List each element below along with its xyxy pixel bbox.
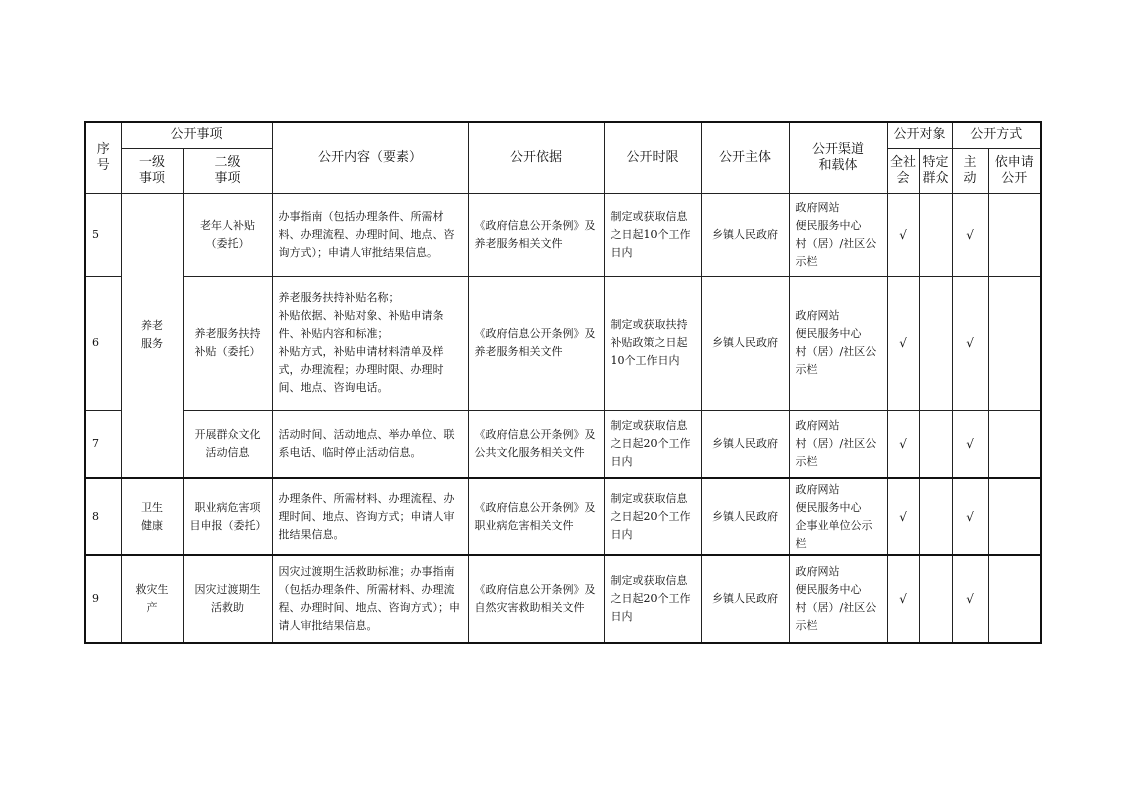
row-channel: 政府网站 便民服务中心 村（居）/社区公示栏 (789, 193, 887, 276)
header-audience-all: 全社 会 (887, 148, 919, 193)
row-time-limit: 制定或获取信息之日起20个工作日内 (604, 478, 701, 555)
row-item: 养老服务扶持补贴（委托） (183, 276, 272, 410)
row-content: 活动时间、活动地点、举办单位、联系电话、临时停止活动信息。 (272, 410, 468, 478)
table-row (85, 276, 1041, 410)
row-seq: 8 (85, 478, 121, 555)
row-channel: 政府网站 便民服务中心 村（居）/社区公示栏 (789, 276, 887, 410)
header-items-group: 公开事项 (121, 122, 272, 148)
header-content: 公开内容（要素） (272, 122, 468, 193)
header-seq: 序 号 (85, 122, 121, 193)
disclosure-table (84, 121, 1042, 644)
row-item: 开展群众文化活动信息 (183, 410, 272, 478)
row-content: 办理条件、所需材料、办理流程、办理时间、地点、咨询方式；申请人审批结果信息。 (272, 478, 468, 555)
row-subject: 乡镇人民政府 (701, 555, 789, 643)
table-row (85, 193, 1041, 276)
row-content: 养老服务扶持补贴名称； 补贴依据、补贴对象、补贴申请条件、补贴内容和标准； 补贴方式，补贴申请材料清单及样式，办理流程；办理时限、办理时间、地点、咨询电话。 (272, 276, 468, 410)
header-channel: 公开渠道 和载体 (789, 122, 887, 193)
row-audience-all: √ (887, 478, 919, 555)
row-item: 因灾过渡期生活救助 (183, 555, 272, 643)
table-row (85, 478, 1041, 555)
header-method-active: 主 动 (952, 148, 988, 193)
row-time-limit: 制定或获取信息之日起20个工作日内 (604, 410, 701, 478)
row-audience-all: √ (887, 555, 919, 643)
row-audience-all: √ (887, 410, 919, 478)
group-disaster: 救灾生 产 (121, 555, 183, 643)
row-audience-specific (919, 193, 952, 276)
header-subject: 公开主体 (701, 122, 789, 193)
row-item: 职业病危害项目申报（委托） (183, 478, 272, 555)
disclosure-table-sheet (84, 121, 1040, 644)
row-audience-all: √ (887, 193, 919, 276)
group-elderly: 养老 服务 (121, 193, 183, 478)
row-content: 办事指南（包括办理条件、所需材料、办理流程、办理时间、地点、咨询方式）；申请人审批结果信息。 (272, 193, 468, 276)
header-method-group: 公开方式 (952, 122, 1041, 148)
row-basis: 《政府信息公开条例》及自然灾害救助相关文件 (468, 555, 604, 643)
row-method-active: √ (952, 276, 988, 410)
row-seq: 7 (85, 410, 121, 478)
row-time-limit: 制定或获取信息之日起20个工作日内 (604, 555, 701, 643)
table-row (85, 410, 1041, 478)
header-audience-group: 公开对象 (887, 122, 952, 148)
row-method-apply (988, 193, 1041, 276)
row-basis: 《政府信息公开条例》及职业病危害相关文件 (468, 478, 604, 555)
row-subject: 乡镇人民政府 (701, 193, 789, 276)
row-audience-specific (919, 478, 952, 555)
row-basis: 《政府信息公开条例》及公共文化服务相关文件 (468, 410, 604, 478)
row-audience-specific (919, 555, 952, 643)
group-health: 卫生 健康 (121, 478, 183, 555)
row-audience-specific (919, 276, 952, 410)
row-audience-specific (919, 410, 952, 478)
row-item: 老年人补贴 （委托） (183, 193, 272, 276)
header-level2: 二级 事项 (183, 148, 272, 193)
row-time-limit: 制定或获取信息之日起10个工作日内 (604, 193, 701, 276)
row-content: 因灾过渡期生活救助标准；办事指南（包括办理条件、所需材料、办理流程、办理时间、地点、咨询方式）；申请人审批结果信息。 (272, 555, 468, 643)
header-level1: 一级 事项 (121, 148, 183, 193)
row-basis: 《政府信息公开条例》及养老服务相关文件 (468, 276, 604, 410)
row-channel: 政府网站 便民服务中心 企事业单位公示栏 (789, 478, 887, 555)
row-subject: 乡镇人民政府 (701, 478, 789, 555)
row-method-apply (988, 555, 1041, 643)
header-time-limit: 公开时限 (604, 122, 701, 193)
row-method-active: √ (952, 410, 988, 478)
row-method-apply (988, 276, 1041, 410)
header-method-apply: 依申请 公开 (988, 148, 1041, 193)
row-seq: 5 (85, 193, 121, 276)
row-subject: 乡镇人民政府 (701, 410, 789, 478)
row-basis: 《政府信息公开条例》及养老服务相关文件 (468, 193, 604, 276)
row-method-active: √ (952, 555, 988, 643)
row-subject: 乡镇人民政府 (701, 276, 789, 410)
row-audience-all: √ (887, 276, 919, 410)
header-basis: 公开依据 (468, 122, 604, 193)
row-method-apply (988, 478, 1041, 555)
row-method-apply (988, 410, 1041, 478)
row-seq: 6 (85, 276, 121, 410)
row-time-limit: 制定或获取扶持补贴政策之日起10个工作日内 (604, 276, 701, 410)
row-method-active: √ (952, 478, 988, 555)
header-audience-specific: 特定 群众 (919, 148, 952, 193)
row-channel: 政府网站 村（居）/社区公示栏 (789, 410, 887, 478)
row-method-active: √ (952, 193, 988, 276)
row-channel: 政府网站 便民服务中心 村（居）/社区公示栏 (789, 555, 887, 643)
row-seq: 9 (85, 555, 121, 643)
table-row (85, 555, 1041, 643)
